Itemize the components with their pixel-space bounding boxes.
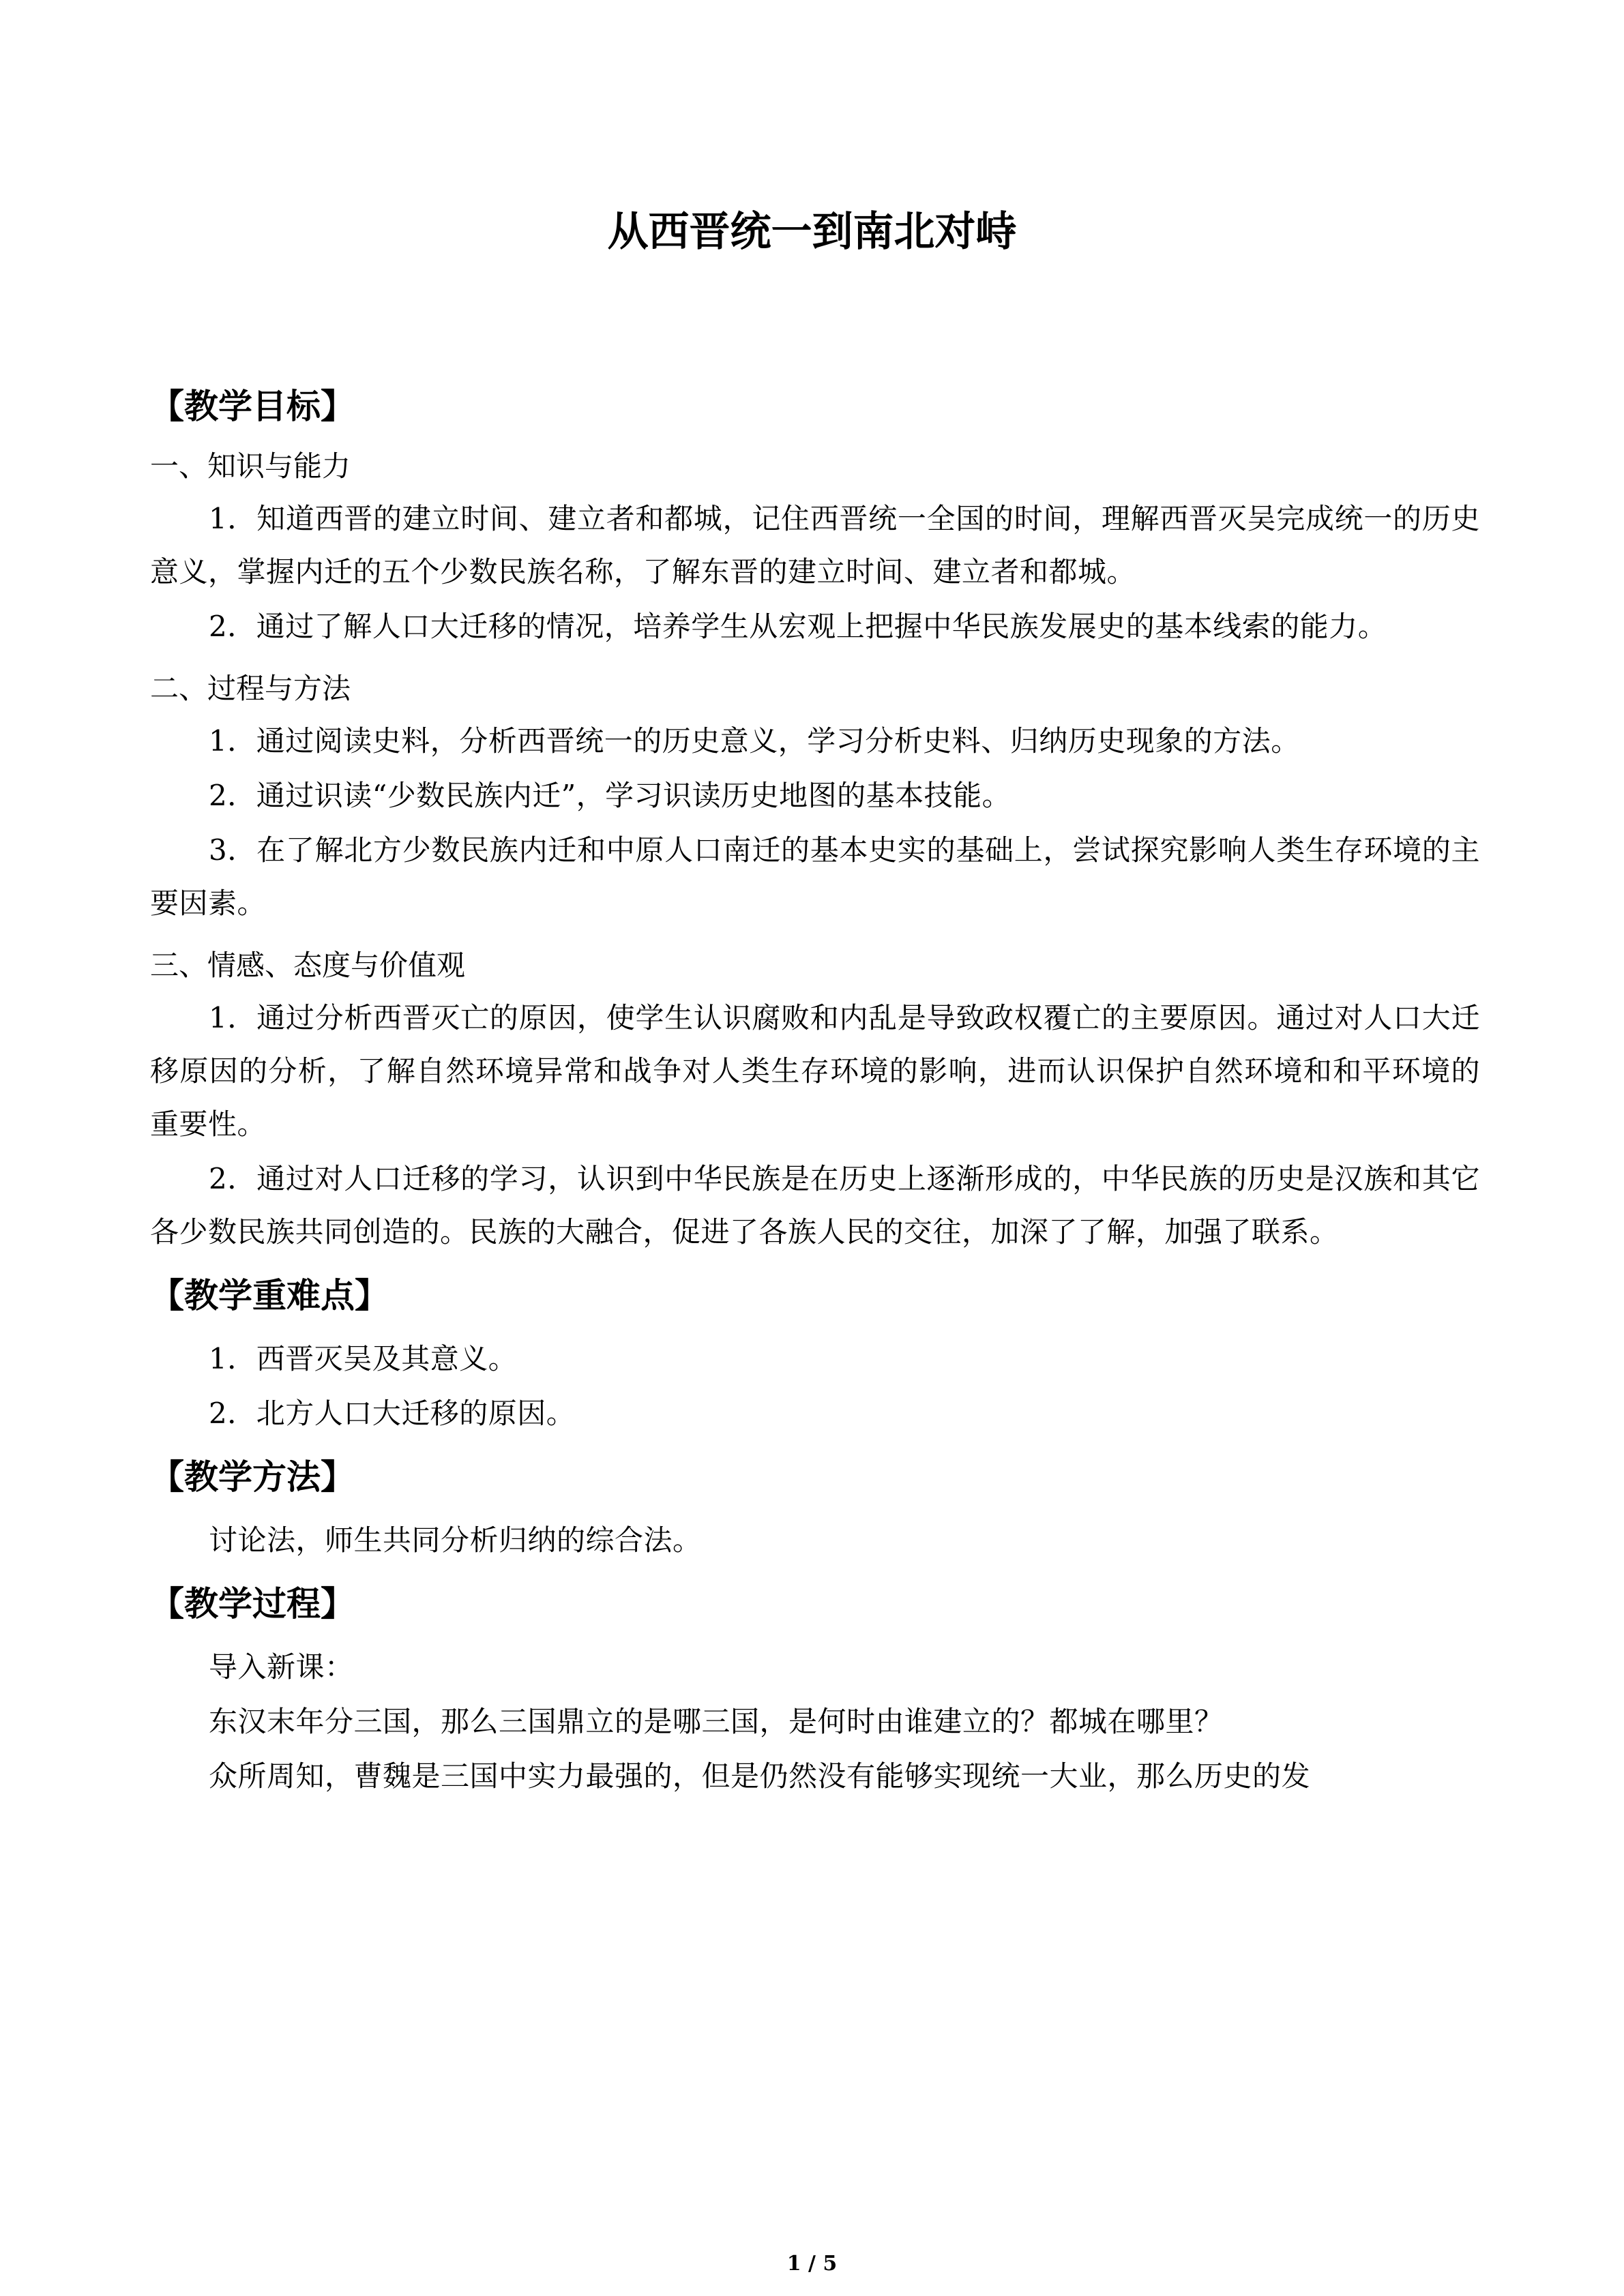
document-body <box>150 382 1480 1803</box>
paragraph-goal-1-1: 1．知道西晋的建立时间、建立者和都城，记住西晋统一全国的时间，理解西晋灭吴完成统一的历史意义，掌握内迁的五个少数民族名称，了解东晋的建立时间、建立者和都城。 <box>150 502 1480 588</box>
paragraph-goal-3-2: 2．通过对人口迁移的学习，认识到中华民族是在历史上逐渐形成的，中华民族的历史是汉族和其它各少数民族共同创造的。民族的大融合，促进了各族人民的交往，加深了了解，加强了联系。 <box>150 1162 1480 1249</box>
section-heading-process: 【教学过程】 <box>150 1584 355 1624</box>
document-title: 从西晋统一到南北对峙 <box>607 208 1017 256</box>
section-heading-methods: 【教学方法】 <box>150 1457 355 1497</box>
paragraph-goal-2-1: 1．通过阅读史料，分析西晋统一的历史意义，学习分析史料、归纳历史现象的方法。 <box>209 724 1300 758</box>
subheading-knowledge: 一、知识与能力 <box>150 449 351 483</box>
paragraph-keypoint-1: 1．西晋灭吴及其意义。 <box>209 1342 518 1375</box>
section-heading-goals: 【教学目标】 <box>150 387 355 426</box>
paragraph-goal-3-1: 1．通过分析西晋灭亡的原因，使学生认识腐败和内乱是导致政权覆亡的主要原因。通过对人口大迁移原因的分析，了解自然环境异常和战争对人类生存环境的影响，进而认识保护自然环境和和平环境的重要性。 <box>150 1001 1480 1141</box>
subheading-process-method: 二、过程与方法 <box>150 672 351 705</box>
page-number: 1 / 5 <box>786 2252 838 2276</box>
section-heading-keypoints: 【教学重难点】 <box>150 1276 389 1315</box>
paragraph-method: 讨论法，师生共同分析归纳的综合法。 <box>209 1523 702 1557</box>
subheading-values: 三、情感、态度与价值观 <box>150 949 466 982</box>
paragraph-process-question: 东汉末年分三国，那么三国鼎立的是哪三国，是何时由谁建立的？都城在哪里？ <box>209 1705 1224 1738</box>
paragraph-process-intro: 导入新课： <box>209 1650 354 1684</box>
paragraph-process-continue: 众所周知，曹魏是三国中实力最强的，但是仍然没有能够实现统一大业，那么历史的发 <box>209 1759 1311 1793</box>
paragraph-goal-2-2: 2．通过识读“少数民族内迁”，学习识读历史地图的基本技能。 <box>209 779 1012 812</box>
paragraph-goal-1-2: 2．通过了解人口大迁移的情况，培养学生从宏观上把握中华民族发展史的基本线索的能力。 <box>209 610 1387 643</box>
paragraph-goal-2-3: 3．在了解北方少数民族内迁和中原人口南迁的基本史实的基础上，尝试探究影响人类生存环境的主要因素。 <box>150 833 1480 920</box>
paragraph-keypoint-2: 2．北方人口大迁移的原因。 <box>209 1397 576 1430</box>
